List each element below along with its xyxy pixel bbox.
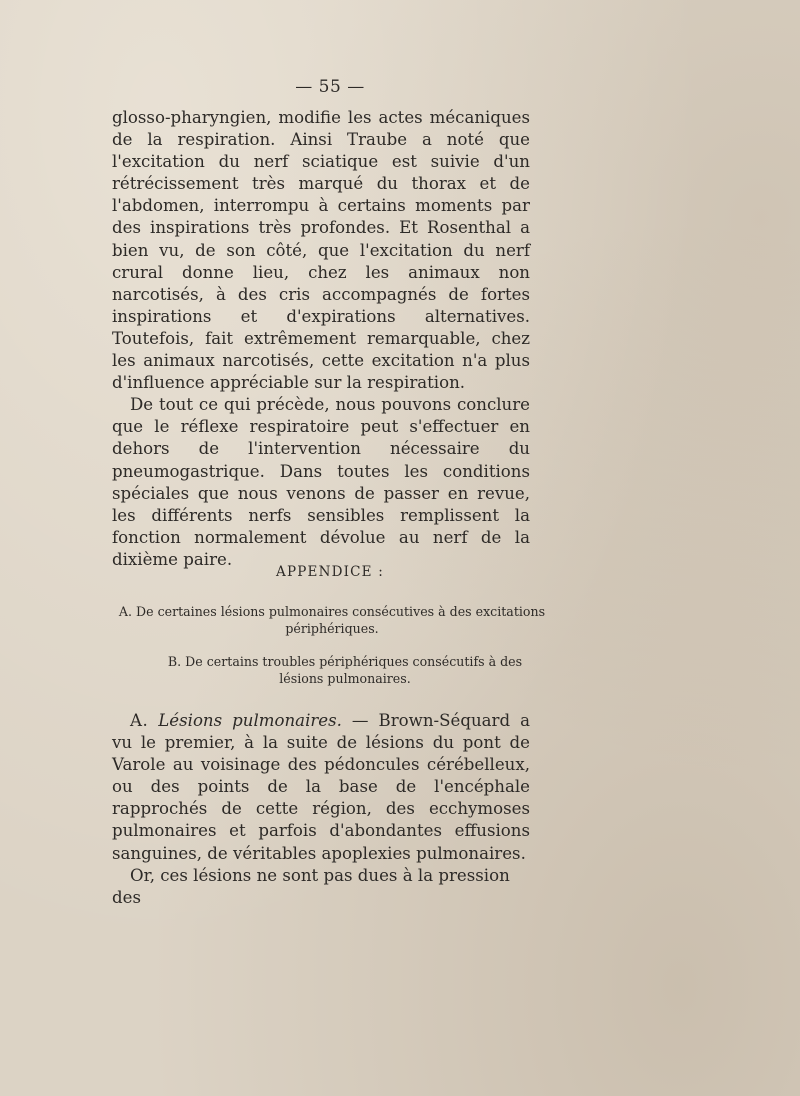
appendix-item-a: A. De certaines lésions pulmonaires consécutives à des excitations périphériques.	[118, 604, 546, 636]
paragraph: glosso-pharyngien, modifie les actes mécaniques de la respiration. Ainsi Traube a noté que l'excitation du nerf sciatique est suivie d'un rétrécissement très marqué du thorax et de l'abdomen, interrompu à certains moments par des inspirations très profondes. Et Rosenthal a bien vu, de son côté, que l'excitation du nerf crural donne lieu, chez les animaux non narcotisés, à des cris accompagnés de fortes inspirations et d'expirations alternatives. Toutefois, fait extrêmement remarquable, chez les animaux narcotisés, cette excitation n'a plus d'influence appréciable sur la respiration.	[112, 108, 530, 393]
paragraph: De tout ce qui précède, nous pouvons conclure que le réflexe respiratoire peut s'effectuer en dehors de l'intervention nécessaire du pneumogastrique. Dans toutes les conditions spéciales que nous venons de passer en revue, les différents nerfs sensibles remplissent la fonction normalement dévolue au nerf de la dixième paire.	[112, 395, 530, 569]
appendix-item-b: B. De certains troubles périphériques consécutifs à des lésions pulmonaires.	[167, 654, 523, 686]
page-number: — 55 —	[295, 77, 365, 97]
section-a-paragraph	[112, 710, 530, 865]
section-a-text: — Brown-Séquard a vu le premier, à la suite de lésions du pont de Varole au voisinage des pédoncules cérébelleux, ou des points de la base de l'encéphale rapprochés de cette région, des ecchymoses pulmonaires et parfois d'abondantes effusions sanguines, de véritables apoplexies pulmonaires.	[112, 711, 530, 863]
section-a-label: A.	[130, 711, 149, 730]
body-text-top	[112, 107, 530, 571]
section-a-heading: Lésions pulmonaires.	[158, 711, 342, 730]
paragraph: Or, ces lésions ne sont pas dues à la pression des	[112, 865, 510, 907]
body-text-bottom	[112, 710, 530, 909]
appendix-title: APPENDICE :	[276, 564, 384, 580]
